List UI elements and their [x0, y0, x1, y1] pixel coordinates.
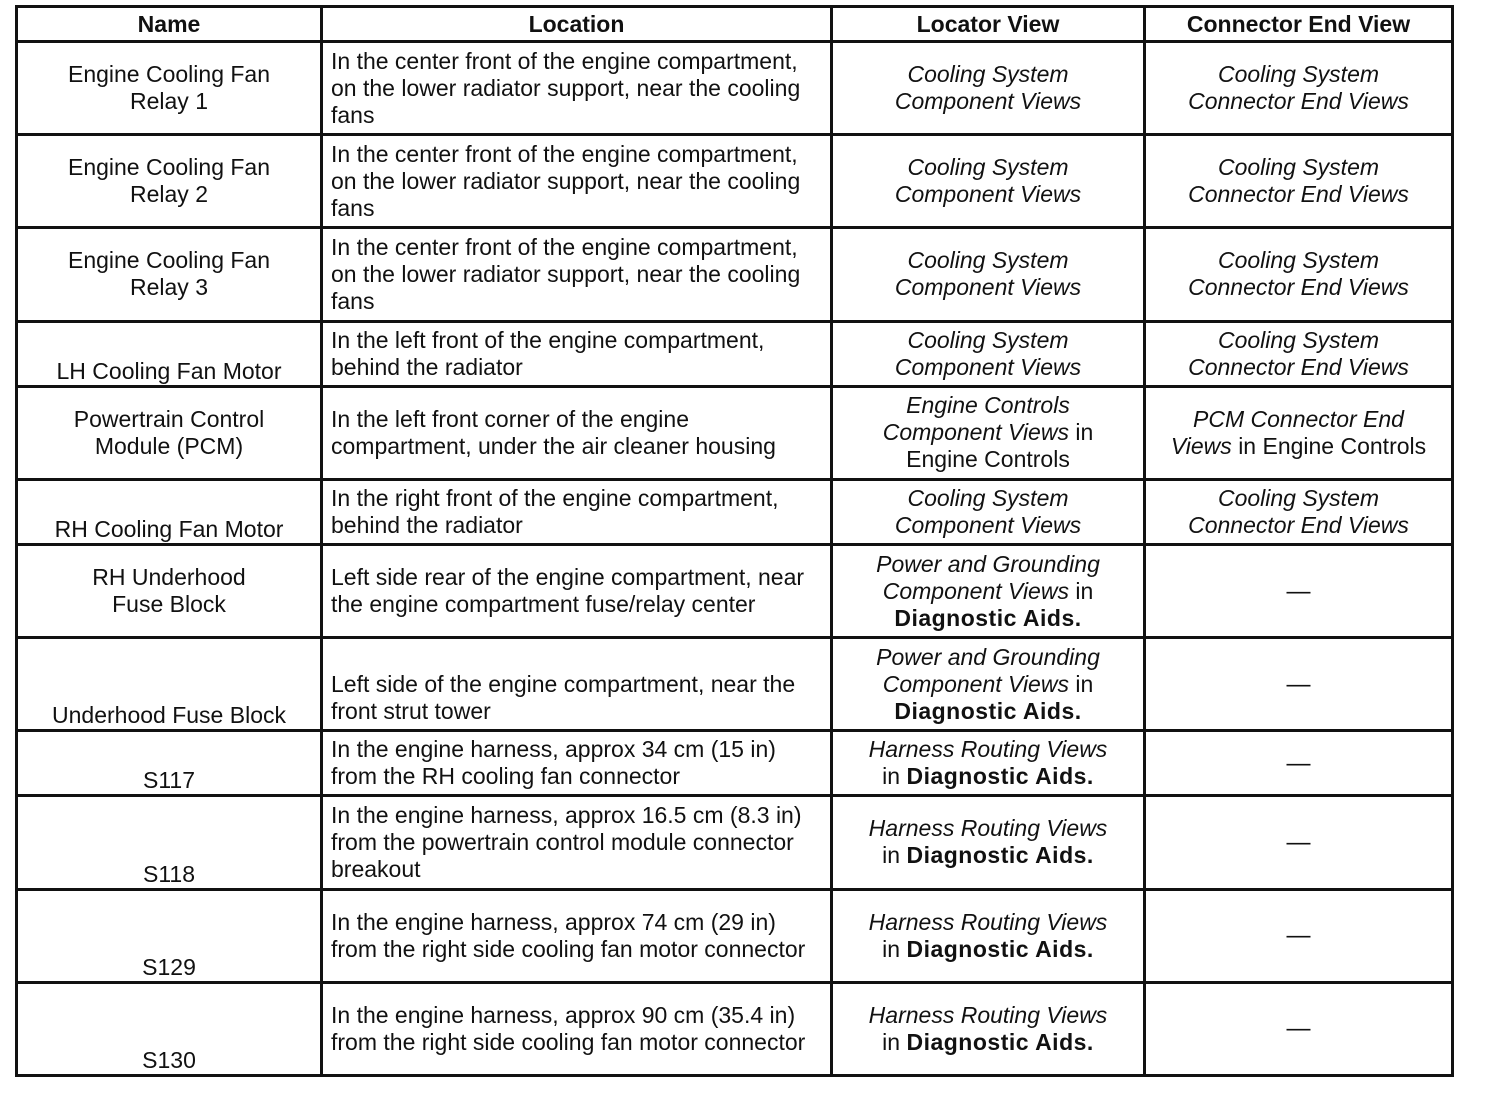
locator-view [832, 796, 1145, 889]
connector-link: Connector End Views [1188, 353, 1409, 380]
header-connector-end-view: Connector End View [1145, 7, 1453, 42]
locator-view [832, 321, 1145, 386]
table-row [17, 796, 1453, 889]
connector-link: Cooling System [1217, 61, 1380, 88]
name-line: Relay 1 [130, 88, 208, 115]
locator-link: Cooling System [907, 154, 1069, 181]
name-line: Module (PCM) [94, 432, 244, 459]
name-line: Fuse Block [112, 591, 226, 618]
component-location: In the engine harness, approx 16.5 cm (8.3 in) from the powertrain control module connector breakout [322, 796, 832, 889]
connector-end-view [1145, 544, 1453, 637]
component-name [17, 731, 322, 796]
component-location: In the engine harness, approx 90 cm (35.4 in) from the right side cooling fan motor connector [322, 982, 832, 1075]
connector-section: in Engine Controls [1238, 432, 1427, 459]
name-line: Engine Cooling Fan [67, 61, 271, 88]
locator-in-text: in [1075, 577, 1094, 604]
component-name [17, 386, 322, 479]
connector-end-view [1145, 135, 1453, 228]
connector-none: — [1286, 577, 1311, 605]
header-locator-view: Locator View [832, 7, 1145, 42]
component-location: In the left front of the engine compartment, behind the radiator [322, 321, 832, 386]
locator-view [832, 638, 1145, 731]
connector-end-view [1145, 321, 1453, 386]
component-location: In the right front of the engine compartment, behind the radiator [322, 479, 832, 544]
locator-link: Harness Routing Views [868, 908, 1108, 935]
connector-none: — [1286, 749, 1311, 777]
connector-end-view [1145, 479, 1453, 544]
locator-view [832, 889, 1145, 982]
connector-none: — [1286, 1015, 1311, 1043]
locator-link: Harness Routing Views [868, 1001, 1108, 1028]
connector-link: Cooling System [1217, 154, 1380, 181]
component-location: In the engine harness, approx 34 cm (15 in) from the RH cooling fan connector [322, 731, 832, 796]
connector-end-view [1145, 42, 1453, 135]
component-name [17, 889, 322, 982]
locator-link: Component Views [882, 577, 1069, 604]
table-row [17, 228, 1453, 321]
connector-end-view [1145, 889, 1453, 982]
locator-link: Harness Routing Views [868, 736, 1108, 763]
connector-none: — [1286, 828, 1311, 856]
name-line: LH Cooling Fan Motor [56, 357, 282, 384]
locator-section: Diagnostic Aids. [906, 842, 1094, 869]
locator-link: Cooling System [907, 247, 1069, 274]
locator-view [832, 731, 1145, 796]
table-row [17, 982, 1453, 1075]
table-row [17, 731, 1453, 796]
locator-section: Diagnostic Aids. [894, 697, 1082, 724]
connector-link: Connector End Views [1188, 511, 1409, 538]
component-name [17, 982, 322, 1075]
locator-link: Component Views [894, 511, 1082, 538]
locator-section: Diagnostic Aids. [906, 935, 1094, 962]
locator-view [832, 982, 1145, 1075]
connector-link: Cooling System [1217, 247, 1380, 274]
name-line: S130 [142, 1047, 196, 1073]
locator-in-text: in [1075, 670, 1094, 697]
name-line: S129 [142, 953, 196, 980]
locator-in-text: in [1075, 419, 1094, 446]
connector-none: — [1286, 922, 1311, 950]
connector-link: Cooling System [1217, 484, 1380, 511]
connector-link: Cooling System [1217, 326, 1380, 353]
locator-section: Diagnostic Aids. [906, 1028, 1094, 1055]
component-name [17, 544, 322, 637]
locator-view [832, 228, 1145, 321]
header-name: Name [17, 7, 322, 42]
component-location: In the left front corner of the engine compartment, under the air cleaner housing [322, 386, 832, 479]
locator-view [832, 42, 1145, 135]
connector-none: — [1286, 670, 1311, 698]
locator-link: Component Views [882, 670, 1069, 697]
component-name [17, 638, 322, 731]
locator-section: Engine Controls [906, 446, 1070, 473]
name-line: Relay 2 [130, 181, 208, 208]
locator-in-text: in [882, 763, 901, 790]
component-name [17, 796, 322, 889]
locator-link: Component Views [882, 419, 1069, 446]
component-location: Left side of the engine compartment, near the front strut tower [322, 638, 832, 731]
component-location: In the center front of the engine compartment, on the lower radiator support, near the cooling fans [322, 228, 832, 321]
locator-link: Component Views [894, 88, 1082, 115]
component-name [17, 321, 322, 386]
locator-link: Engine Controls [906, 392, 1070, 419]
name-line: RH Cooling Fan Motor [54, 515, 284, 542]
table-row [17, 638, 1453, 731]
locator-in-text: in [882, 842, 901, 869]
component-name [17, 135, 322, 228]
table-row [17, 321, 1453, 386]
component-location: In the center front of the engine compartment, on the lower radiator support, near the cooling fans [322, 42, 832, 135]
component-location: In the center front of the engine compartment, on the lower radiator support, near the cooling fans [322, 135, 832, 228]
connector-link: Connector End Views [1188, 88, 1409, 115]
table-row [17, 386, 1453, 479]
name-line: S118 [142, 860, 195, 887]
connector-end-view [1145, 638, 1453, 731]
locator-link: Component Views [894, 181, 1082, 208]
locator-link: Component Views [894, 274, 1082, 301]
connector-link: Views [1170, 432, 1232, 459]
connector-link: Connector End Views [1188, 274, 1409, 301]
name-line: RH Underhood [92, 564, 246, 591]
table-row [17, 544, 1453, 637]
locator-link: Cooling System [907, 326, 1069, 353]
locator-view [832, 479, 1145, 544]
connector-end-view [1145, 796, 1453, 889]
locator-in-text: in [882, 935, 901, 962]
name-line: S117 [142, 767, 195, 794]
table-row [17, 42, 1453, 135]
name-line: Underhood Fuse Block [52, 702, 286, 729]
name-line: Relay 3 [130, 274, 208, 301]
name-line: Powertrain Control [73, 405, 265, 432]
locator-view [832, 135, 1145, 228]
header-row [17, 7, 1453, 42]
table-row [17, 135, 1453, 228]
locator-link: Harness Routing Views [868, 815, 1108, 842]
connector-link: Connector End Views [1188, 181, 1409, 208]
locator-section: Diagnostic Aids. [894, 604, 1082, 631]
locator-view [832, 544, 1145, 637]
locator-view [832, 386, 1145, 479]
table-row [17, 479, 1453, 544]
locator-section: Diagnostic Aids. [906, 763, 1094, 790]
connector-end-view [1145, 731, 1453, 796]
locator-link: Cooling System [907, 484, 1069, 511]
locator-link: Component Views [894, 353, 1082, 380]
connector-end-view [1145, 228, 1453, 321]
component-name [17, 228, 322, 321]
component-name [17, 42, 322, 135]
locator-link: Power and Grounding [876, 643, 1100, 670]
connector-end-view [1145, 982, 1453, 1075]
header-location: Location [322, 7, 832, 42]
connector-link: PCM Connector End [1193, 405, 1404, 432]
component-location: Left side rear of the engine compartment, near the engine compartment fuse/relay center [322, 544, 832, 637]
component-name [17, 479, 322, 544]
table-row [17, 889, 1453, 982]
name-line: Engine Cooling Fan [67, 247, 271, 274]
locator-link: Power and Grounding [876, 550, 1100, 577]
locator-in-text: in [882, 1028, 901, 1055]
name-line: Engine Cooling Fan [67, 154, 271, 181]
component-location: In the engine harness, approx 74 cm (29 in) from the right side cooling fan motor connector [322, 889, 832, 982]
connector-end-view [1145, 386, 1453, 479]
locator-link: Cooling System [907, 61, 1069, 88]
component-locations-table [15, 5, 1454, 1077]
